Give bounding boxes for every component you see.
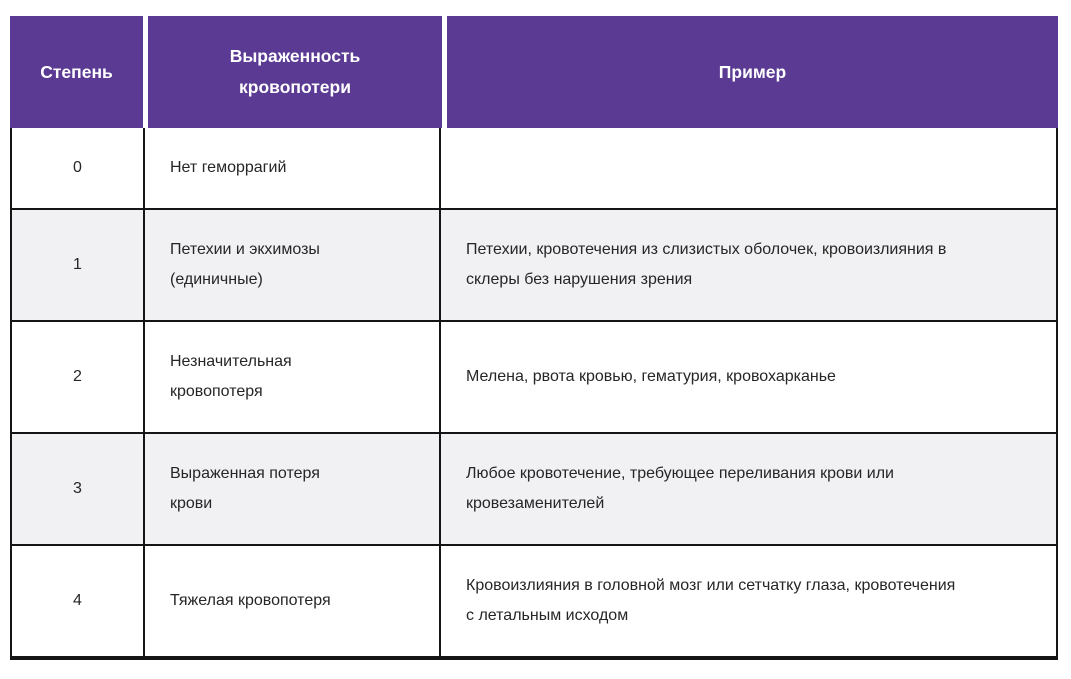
cell-grade (12, 210, 145, 320)
cell-example (441, 434, 1056, 544)
header-label-example: Пример (718, 61, 787, 82)
example-value: Мелена, рвота кровью, гематурия, кровохарканье (466, 367, 836, 385)
bleeding-severity-table (10, 16, 1058, 660)
severity-value: Тяжелая кровопотеря (170, 591, 331, 609)
cell-example (441, 322, 1056, 432)
example-value: Кровоизлияния в головной мозг или сетчатку глаза, кровотечения с летальным исходом (466, 576, 956, 624)
table-row-2 (12, 320, 1056, 432)
cell-severity (145, 434, 441, 544)
cell-example (441, 210, 1056, 320)
cell-example (441, 128, 1056, 208)
severity-value: Выраженная потеря крови (170, 464, 320, 512)
cell-example (441, 546, 1056, 656)
cell-severity (145, 322, 441, 432)
table-body (10, 128, 1058, 660)
cell-severity (145, 546, 441, 656)
table-row-3 (12, 432, 1056, 544)
table-row-4 (12, 544, 1056, 656)
cell-grade (12, 128, 145, 208)
header-label-grade: Степень (40, 61, 113, 82)
table-header-row (10, 16, 1058, 128)
severity-value: Нет геморрагий (170, 158, 287, 176)
header-cell-severity (148, 16, 442, 128)
header-label-severity: Выраженность кровопотери (229, 46, 361, 97)
header-cell-example (447, 16, 1058, 128)
header-cell-grade (10, 16, 143, 128)
grade-value: 1 (73, 255, 82, 273)
cell-severity (145, 210, 441, 320)
grade-value: 2 (73, 367, 82, 385)
example-value: Петехии, кровотечения из слизистых оболочек, кровоизлияния в склеры без нарушения зрения (466, 240, 947, 288)
severity-value: Незначительная кровопотеря (170, 352, 292, 400)
cell-grade (12, 546, 145, 656)
grade-value: 4 (73, 591, 82, 609)
table-row-1 (12, 208, 1056, 320)
grade-value: 0 (73, 158, 82, 176)
table-row-0 (12, 128, 1056, 208)
grade-value: 3 (73, 479, 82, 497)
cell-severity (145, 128, 441, 208)
cell-grade (12, 434, 145, 544)
severity-value: Петехии и экхимозы (единичные) (170, 240, 320, 288)
example-value: Любое кровотечение, требующее переливания крови или кровезаменителей (466, 464, 894, 512)
cell-grade (12, 322, 145, 432)
